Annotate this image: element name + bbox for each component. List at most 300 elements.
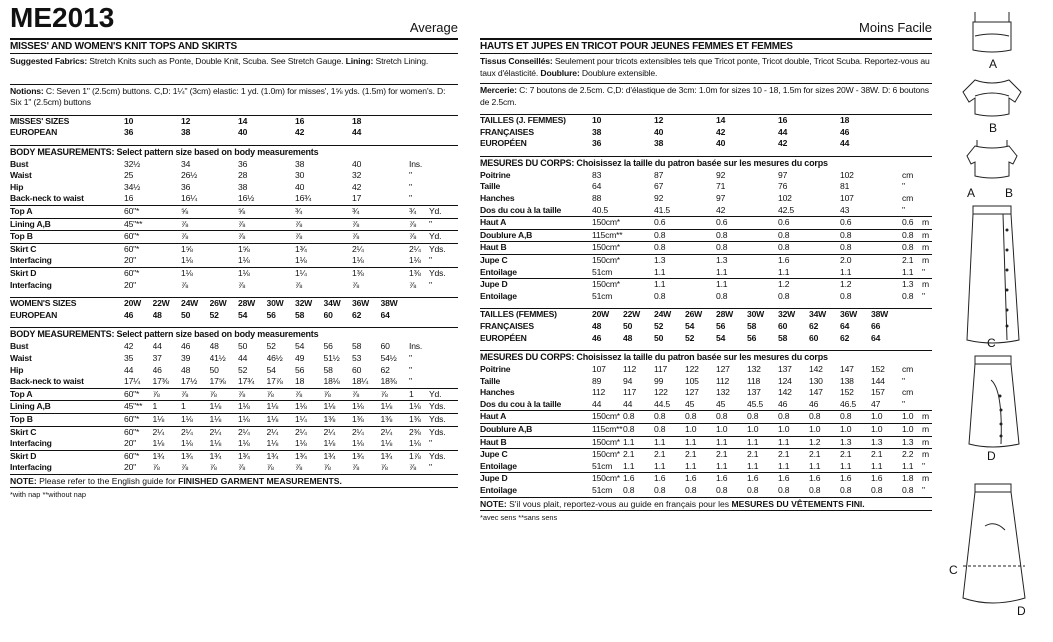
view-label: Entoilage: [480, 485, 517, 496]
yardage-value: 1¾: [238, 450, 267, 462]
yardage-value: 1.1: [747, 460, 759, 471]
unit: ": [902, 181, 905, 192]
unit: cm: [902, 169, 914, 180]
measurement-value: 17⅝: [209, 376, 226, 387]
francaises-value: 50: [623, 320, 633, 331]
unit: ": [922, 290, 925, 301]
yardage-value: 0.6: [654, 217, 716, 230]
yardage-value: 1.0: [685, 424, 716, 437]
measurement-label: Taille: [480, 375, 501, 386]
yardage-value: 1⅛: [352, 438, 364, 449]
yardage-value: 1.1: [654, 460, 666, 471]
yardage-value: 1¾: [267, 450, 296, 462]
view-d-sketch: [969, 356, 1019, 447]
yardage-value: ⅞: [352, 218, 409, 231]
unit: Yds.: [429, 426, 458, 438]
yardage-value: 2⅜: [409, 426, 429, 438]
size-value: 34W: [324, 298, 353, 310]
yardage-value: 2.1: [902, 254, 922, 266]
yardage-value: 1.1: [871, 460, 883, 471]
size-value: 18: [840, 115, 902, 127]
view-label: Jupe D: [480, 473, 592, 485]
unit: ": [429, 462, 432, 473]
body-measurement-row: [10, 376, 458, 388]
measurement-value: 52: [238, 364, 248, 375]
yardage-value: 2.1: [840, 449, 871, 461]
unit: Yds.: [429, 413, 458, 426]
yardage-value: 0.8: [685, 485, 697, 496]
measurement-value: 18¼: [352, 376, 369, 387]
yardage-value: ⅞: [181, 462, 188, 473]
european-value: 50: [181, 309, 191, 320]
yardage-value: 1⅛: [181, 255, 193, 266]
yardage-value: 1⅛: [381, 401, 410, 414]
yardage-value: 0.8: [654, 290, 666, 301]
spacer: [409, 115, 458, 127]
francaises-value: 56: [716, 320, 726, 331]
european-label: EUROPEAN: [10, 127, 58, 138]
yardage-value: 1⅛: [295, 438, 307, 449]
yardage-value: 1.0: [809, 424, 840, 437]
yardage-value: 2.2: [902, 449, 922, 461]
yardage-value: 1.1: [840, 460, 852, 471]
european-label: EUROPÉEN: [480, 332, 527, 343]
measurement-value: 46.5: [840, 398, 856, 409]
unit: Yds.: [429, 450, 458, 462]
body-measurement-row: [10, 182, 458, 194]
measurement-value: 51½: [323, 353, 340, 363]
measurement-value: 34½: [124, 181, 141, 192]
yardage-value: 1⅝: [181, 243, 238, 255]
yardage-value: 1⅛: [352, 401, 381, 414]
yardage-value: 1⅛: [210, 413, 239, 426]
yardage-value: 0.8: [623, 424, 654, 437]
measurement-value: 138: [840, 375, 854, 386]
measurement-value: 147: [809, 387, 823, 398]
view-label: Jupe C: [480, 254, 592, 266]
size-value: 36W: [840, 309, 871, 321]
size-value: 28W: [238, 298, 267, 310]
european-value: 62: [352, 309, 362, 320]
fabric-width: 150cm*: [592, 449, 623, 461]
european-value: 60: [323, 309, 333, 320]
view-label: Top A: [10, 388, 124, 401]
yardage-value: ⅞: [295, 218, 352, 231]
unit: ": [429, 255, 432, 266]
womens-table: [480, 308, 932, 496]
sizes-row: [480, 309, 932, 321]
yardage-value: ⅞: [324, 388, 353, 401]
measurement-label: Dos du cou à la taille: [480, 204, 562, 215]
measurement-value: 60: [352, 364, 362, 375]
unit: Yds.: [429, 243, 458, 255]
size-value: 34W: [809, 309, 840, 321]
european-value: 46: [124, 309, 134, 320]
european-value: 40: [238, 127, 248, 138]
yardage-value: 1: [181, 401, 210, 414]
unit: cm: [902, 192, 914, 203]
measurement-label: Bust: [10, 158, 29, 169]
yardage-value: 1⅛: [409, 401, 429, 414]
yardage-value: 1.0: [871, 411, 902, 424]
yardage-value: ⅝: [181, 206, 238, 219]
yardage-value: 1.1: [716, 279, 778, 291]
yardage-value: ⅞: [266, 462, 274, 473]
measurement-value: 56: [295, 364, 305, 375]
yardage-value: 2.1: [716, 449, 747, 461]
yardage-value: 1⅛: [409, 438, 421, 449]
yardage-row: [10, 462, 458, 474]
measurement-value: 45: [716, 398, 726, 409]
view-label: Skirt D: [10, 450, 124, 462]
fabrics-text: Stretch Knits such as Ponte, Double Knit, Scuba. See Stretch Gauge.: [87, 56, 344, 66]
yardage-value: ⅞: [209, 462, 217, 473]
section-title: MESURES DU CORPS: Choisissez la taille du patron basée sur les mesures du corps: [480, 350, 932, 364]
yardage-value: 2.1: [809, 449, 840, 461]
unit: ": [429, 218, 458, 231]
section-title: BODY MEASUREMENTS: Select pattern size based on body measurements: [10, 145, 458, 159]
yardage-value: ⅞: [352, 231, 409, 244]
yardage-row: [10, 231, 458, 244]
yardage-value: 2.1: [685, 449, 716, 461]
yardage-value: 1⅛: [181, 413, 210, 426]
yardage-value: ⅝: [238, 206, 295, 219]
yardage-value: 0.6: [840, 217, 902, 230]
yardage-row: [480, 229, 932, 242]
european-value: 42: [778, 138, 788, 149]
yardage-value: 1⅛: [295, 255, 307, 266]
size-value: 30W: [267, 298, 296, 310]
lining-text: Stretch Lining.: [373, 56, 429, 66]
yardage-value: 1.6: [747, 473, 778, 485]
yardage-row: [480, 267, 932, 279]
yardage-value: 2¼: [295, 426, 324, 438]
yardage-value: 1.0: [840, 424, 871, 437]
yardage-value: 1⅛: [181, 268, 238, 280]
measurement-value: 60: [380, 341, 390, 352]
english-column: [10, 0, 458, 500]
note-bold: MESURES DU VÊTEMENTS FINI.: [731, 498, 865, 509]
yardage-value: ⅞: [352, 279, 359, 290]
measurement-value: 83: [592, 169, 602, 180]
yardage-value: 0.8: [623, 411, 654, 424]
unit: ": [409, 376, 412, 387]
measurement-value: 46: [778, 398, 788, 409]
measurement-value: 36: [181, 181, 191, 192]
unit: m: [922, 217, 932, 230]
measurement-value: 41½: [209, 353, 226, 363]
yardage-row: [480, 424, 932, 437]
measurement-value: 132: [716, 387, 730, 398]
unit: ": [902, 375, 905, 386]
measurement-value: 50: [209, 364, 219, 375]
yardage-value: 1⅜: [324, 413, 353, 426]
size-value: 20W: [124, 298, 153, 310]
yardage-value: 1¾: [153, 450, 182, 462]
yardage-row: [480, 291, 932, 303]
yardage-value: 1.6: [654, 473, 685, 485]
fabric-width: 150cm*: [592, 217, 654, 230]
measurement-value: 25: [124, 170, 134, 181]
yardage-value: 0.8: [623, 485, 635, 496]
measurement-value: 54: [266, 364, 276, 375]
yardage-value: 0.8: [840, 242, 902, 255]
francaises-value: 46: [840, 126, 850, 137]
unit: ": [922, 485, 925, 496]
unit: m: [922, 254, 932, 266]
measurement-value: 40: [352, 158, 362, 169]
view-label: Lining A,B: [10, 218, 124, 231]
yardage-value: 2.1: [871, 449, 902, 461]
sizes-row: [480, 115, 932, 127]
yardage-value: 1.1: [623, 436, 654, 449]
measurement-value: 62: [380, 364, 390, 375]
size-value: 18: [352, 115, 409, 127]
unit: Yds.: [429, 401, 458, 414]
measurement-label: Back-neck to waist: [10, 376, 84, 387]
yardage-row: [10, 388, 458, 401]
yardage-value: 1.2: [809, 436, 840, 449]
yardage-row: [10, 243, 458, 255]
measurement-value: 122: [654, 387, 668, 398]
measurement-value: 44: [592, 398, 602, 409]
yardage-value: 1⅜: [381, 413, 410, 426]
measurement-value: 142: [778, 387, 792, 398]
yardage-value: 1⅛: [380, 438, 393, 449]
fabric-width: 115cm**: [592, 424, 623, 437]
yardage-value: 0.8: [778, 411, 809, 424]
yardage-value: 1¾: [210, 450, 239, 462]
yardage-value: ¾: [409, 206, 429, 219]
size-value: 22W: [623, 309, 654, 321]
body-measurement-row: [480, 387, 932, 399]
size-value: 26W: [210, 298, 239, 310]
view-label: Haut A: [480, 411, 592, 424]
yardage-value: 1⅛: [409, 255, 421, 266]
measurement-value: 26½: [181, 170, 198, 181]
francaises-value: 66: [871, 320, 881, 331]
european-value: 44: [840, 138, 850, 149]
measurement-value: 48: [181, 364, 191, 375]
unit: ": [409, 353, 412, 363]
european-value: 40: [716, 138, 726, 149]
measurement-value: 18: [295, 376, 305, 387]
measurement-value: 92: [654, 192, 664, 203]
yardage-value: 1⅛: [210, 401, 239, 414]
yardage-value: 2¼: [352, 426, 381, 438]
spacer: [409, 127, 458, 139]
yardage-value: 1.6: [716, 473, 747, 485]
yardage-value: 0.8: [809, 411, 840, 424]
yardage-value: 0.6: [778, 217, 840, 230]
body-measurement-row: [480, 170, 932, 182]
unit: m: [922, 279, 932, 291]
view-label: Interfacing: [10, 255, 52, 266]
spacer: [409, 298, 458, 310]
measurement-value: 102: [840, 169, 854, 180]
unit: Ins.: [409, 158, 423, 169]
european-value: 58: [295, 309, 305, 320]
measurement-value: 54: [295, 341, 305, 352]
yardage-value: 1.1: [902, 266, 914, 277]
european-value: 52: [685, 332, 695, 343]
unit: Yd.: [429, 206, 458, 219]
measurement-value: 36: [238, 158, 248, 169]
yardage-value: 0.8: [654, 229, 716, 242]
view-label: Haut B: [480, 242, 592, 255]
yardage-value: 1⅛: [209, 438, 222, 449]
measurement-value: 45.5: [747, 398, 763, 409]
measurement-value: 71: [716, 181, 726, 192]
yardage-value: 1¼: [295, 413, 324, 426]
yardage-row: [480, 242, 932, 255]
lining-label: Lining:: [343, 56, 374, 66]
size-value: 32W: [778, 309, 809, 321]
body-measurement-row: [10, 193, 458, 205]
yardage-row: [480, 485, 932, 497]
size-value: 26W: [685, 309, 716, 321]
european-label: EUROPEAN: [10, 309, 58, 320]
unit: ": [922, 460, 925, 471]
size-table: [480, 170, 932, 303]
yardage-value: 1⅜: [409, 268, 429, 280]
yardage-value: ⅞: [352, 388, 381, 401]
measurement-value: 105: [685, 375, 699, 386]
size-table: [10, 115, 458, 139]
fabric-width: 150cm*: [592, 436, 623, 449]
yardage-value: 0.8: [654, 242, 716, 255]
yardage-value: 0.8: [654, 411, 685, 424]
unit: m: [922, 242, 932, 255]
sizes-row: [10, 115, 458, 127]
yardage-value: ⅞: [380, 462, 388, 473]
measurement-value: 97: [716, 192, 726, 203]
measurement-value: 102: [778, 192, 792, 203]
yardage-value: 1⅛: [295, 401, 324, 414]
yardage-value: 2¼: [324, 426, 353, 438]
spacer: [902, 309, 932, 321]
yardage-row: [10, 401, 458, 414]
view-label: Jupe C: [480, 449, 592, 461]
yardage-value: ⅞: [409, 462, 416, 473]
yardage-value: 0.8: [778, 229, 840, 242]
fabric-width: 51cm: [592, 485, 613, 496]
unit: ": [409, 193, 412, 204]
yardage-value: 2¼: [409, 243, 429, 255]
unit: ": [902, 204, 905, 215]
measurement-value: 17: [352, 193, 362, 204]
unit: cm: [902, 387, 914, 398]
measurement-value: 53: [352, 353, 362, 363]
note-label: NOTE:: [480, 498, 507, 509]
sizes-label: WOMEN'S SIZES: [10, 298, 124, 310]
yardage-value: 1.1: [778, 460, 790, 471]
view-c-label: C: [987, 336, 996, 350]
measurement-value: 46: [152, 364, 162, 375]
yardage-row: [10, 426, 458, 438]
yardage-row: [10, 218, 458, 231]
measurement-value: 124: [778, 375, 792, 386]
unit: m: [922, 473, 932, 485]
yardage-value: 1¾: [324, 450, 353, 462]
yardage-value: ⅞: [152, 462, 160, 473]
yardage-value: 1.1: [654, 436, 685, 449]
fabrics-label: Tissus Conseillés:: [480, 56, 553, 66]
measurement-value: 132: [747, 364, 761, 375]
difficulty-label: Moins Facile: [859, 20, 932, 35]
measurement-value: 39: [181, 353, 191, 363]
body-measurement-row: [10, 341, 458, 353]
measurement-value: 44: [238, 353, 248, 363]
yardage-value: 2¼: [153, 426, 182, 438]
fabric-width: 60"*: [124, 206, 181, 219]
size-value: 24W: [654, 309, 685, 321]
sizes-row: [10, 298, 458, 310]
measurement-value: 47: [871, 398, 881, 409]
european-value: 44: [352, 127, 362, 138]
yardage-value: 1⅛: [238, 438, 250, 449]
yardage-value: 1.1: [747, 436, 778, 449]
yardage-value: 2¼: [267, 426, 296, 438]
yardage-value: 1.3: [840, 436, 871, 449]
francaises-row: [480, 127, 932, 139]
measurement-value: 117: [623, 387, 637, 398]
size-value: 22W: [153, 298, 182, 310]
yardage-value: 1.3: [902, 279, 922, 291]
yardage-value: 0.8: [685, 411, 716, 424]
yardage-value: 0.8: [902, 485, 914, 496]
yardage-value: 1⅛: [267, 413, 296, 426]
measurement-value: 117: [654, 364, 668, 375]
yardage-value: 0.8: [902, 242, 922, 255]
yardage-value: 1⅛: [238, 268, 295, 280]
unit: Yd.: [429, 388, 458, 401]
yardage-value: 1⅜: [352, 413, 381, 426]
size-value: 36W: [352, 298, 381, 310]
size-value: 16: [295, 115, 352, 127]
european-value: 36: [124, 127, 134, 138]
european-value: 58: [778, 332, 788, 343]
measurement-value: 17¾: [238, 376, 255, 387]
yardage-value: 1.6: [778, 254, 840, 266]
lining-label: Doublure:: [538, 67, 580, 78]
measurement-value: 34: [181, 158, 191, 169]
size-value: 10: [124, 115, 181, 127]
measurement-label: Dos du cou à la taille: [480, 398, 562, 409]
yardage-value: ⅞: [238, 231, 295, 244]
suggested-fabrics: [10, 56, 458, 68]
unit: m: [922, 411, 932, 424]
yardage-value: 1⅛: [267, 401, 296, 414]
lining-text: Doublure extensible.: [579, 67, 658, 78]
yardage-value: 2¼: [238, 426, 267, 438]
measurement-value: 43: [840, 204, 850, 215]
yardage-row: [480, 473, 932, 485]
measurement-label: Hip: [10, 181, 24, 192]
measurement-label: Poitrine: [480, 169, 511, 180]
unit: cm: [902, 364, 914, 375]
measurement-value: 112: [592, 387, 606, 398]
yardage-value: ⅞: [295, 462, 302, 473]
measurement-value: 67: [654, 181, 664, 192]
yardage-value: 1¾: [352, 450, 381, 462]
body-measurement-row: [10, 365, 458, 377]
size-table: [480, 114, 932, 150]
yardage-value: ⅞: [238, 462, 245, 473]
notions-label: Mercerie:: [480, 85, 517, 95]
unit: m: [922, 229, 932, 242]
measurement-label: Hanches: [480, 192, 515, 203]
